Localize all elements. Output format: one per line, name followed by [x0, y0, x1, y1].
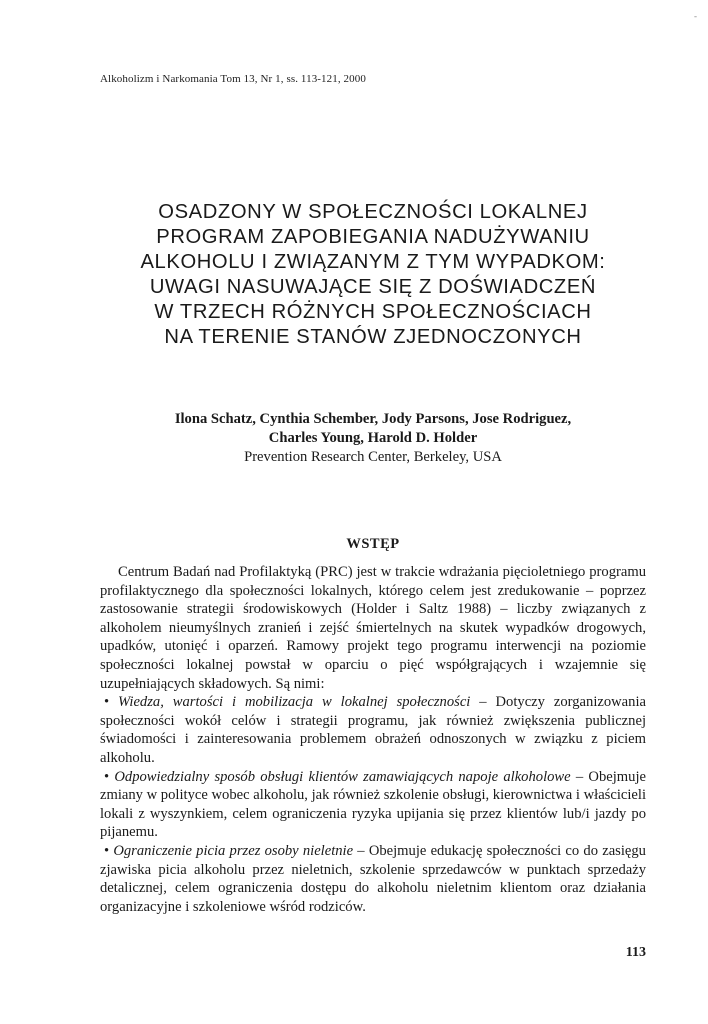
- running-head: Alkoholizm i Narkomania Tom 13, Nr 1, ss. 113-121, 2000: [100, 73, 366, 85]
- bullet-lead: Odpowiedzialny sposób obsługi klientów zamawiających napoje alkoholowe: [114, 768, 571, 785]
- author-affiliation: Prevention Research Center, Berkeley, USA: [244, 449, 502, 465]
- article-title: [100, 200, 646, 350]
- bullet-text: – Obejmuje zmiany w polityce wobec alkoholu, jak również szkolenie obsługi, kierownictwa i właścicieli lokali z wyszynkiem, celem ograniczenia ryzyka upijania się przez klientów lub/i jazdy po pijanemu.: [100, 768, 646, 841]
- bullet-lead: Wiedza, wartości i mobilizacja w lokalnej społeczności: [118, 694, 471, 711]
- intro-paragraph: Centrum Badań nad Profilaktyką (PRC) jest w trakcie wdrażania pięcioletniego programu profilaktycznego dla społeczności lokalnych, którego celem jest zredukowanie – poprzez zastosowanie strategii środowiskowych (Holder i Saltz 1988) – liczby związanych z alkoholem nieumyślnych zranień i zejść śmiertelnych na skutek wypadków drogowych, upadków, utonięć i oparzeń. Ramowy projekt tego programu interwencji na poziomie społeczności lokalnej powstał w oparciu o pięć współgrających i wzajemnie się uzupełniających składowych. Są nimi:: [100, 564, 646, 692]
- title-line: ALKOHOLU I ZWIĄZANYM Z TYM WYPADKOM:: [140, 251, 606, 273]
- title-line: NA TERENIE STANÓW ZJEDNOCZONYCH: [164, 326, 582, 348]
- bullet-marker: •: [104, 842, 110, 859]
- section-heading: WSTĘP: [346, 536, 400, 552]
- bullet-marker: •: [104, 694, 110, 711]
- page-number: 113: [625, 945, 646, 960]
- bullet-item: [100, 768, 646, 842]
- title-line: OSADZONY W SPOŁECZNOŚCI LOKALNEJ: [158, 201, 588, 223]
- bullet-text: – Dotyczy zorganizowania społeczności wokół celów i strategii programu, jak również zwiększenia publicznej świadomości i zainteresowania problemem obrażeń odnoszonych w związku z piciem alkoholu.: [100, 694, 646, 766]
- author-names-line-2: Charles Young, Harold D. Holder: [268, 430, 478, 446]
- title-line: PROGRAM ZAPOBIEGANIA NADUŻYWANIU: [156, 226, 590, 248]
- bullet-marker: •: [104, 768, 110, 785]
- corner-mark: -: [694, 11, 697, 21]
- author-names-line-1: Ilona Schatz, Cynthia Schember, Jody Parsons, Jose Rodriguez,: [174, 411, 572, 427]
- bullet-lead: Ograniczenie picia przez osoby nieletnie: [113, 842, 354, 859]
- bullet-item: [100, 693, 646, 767]
- bullet-text: – Obejmuje edukację społeczności co do zasięgu zjawiska picia alkoholu przez nieletnich, szkolenie sprzedawców w punktach sprzedaży detalicznej, celem ograniczenia dostępu do alkoholu nieletnim klientom oraz działania organizacyjne i szkoleniowe wśród rodziców.: [100, 842, 646, 915]
- title-line: W TRZECH RÓŻNYCH SPOŁECZNOŚCIACH: [154, 301, 592, 323]
- title-line: UWAGI NASUWAJĄCE SIĘ Z DOŚWIADCZEŃ: [149, 276, 597, 298]
- author-block: [100, 410, 646, 467]
- bullet-item: [100, 842, 646, 916]
- article-body: [100, 563, 646, 916]
